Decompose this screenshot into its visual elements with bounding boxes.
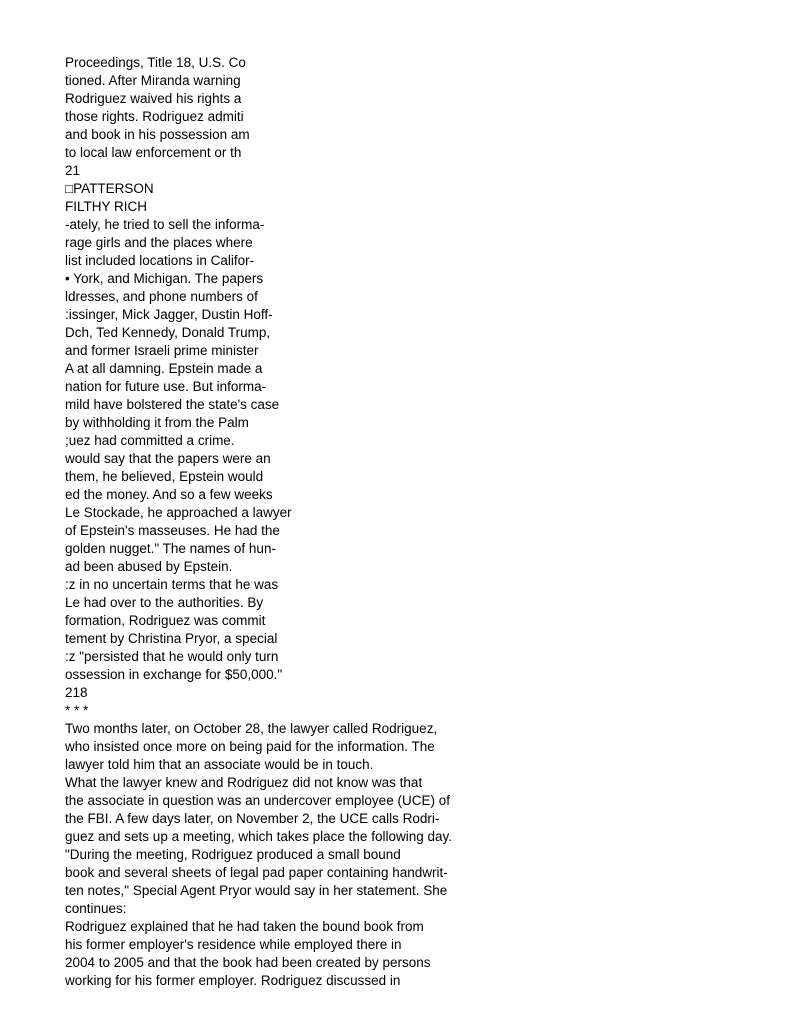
text-line: Le Stockade, he approached a lawyer bbox=[65, 505, 292, 520]
text-column bbox=[65, 54, 755, 990]
text-line: Rodriguez waived his rights a bbox=[65, 91, 242, 106]
text-line: would say that the papers were an bbox=[65, 451, 271, 466]
text-line: golden nugget." The names of hun- bbox=[65, 541, 276, 556]
text-line: the FBI. A few days later, on November 2, the UCE calls Rodri- bbox=[65, 811, 440, 826]
text-line: A at all damning. Epstein made a bbox=[65, 361, 263, 376]
text-line: Proceedings, Title 18, U.S. Co bbox=[65, 55, 246, 70]
text-line: lawyer told him that an associate would be in touch. bbox=[65, 757, 374, 772]
text-line: :z "persisted that he would only turn bbox=[65, 649, 279, 664]
text-line: tement by Christina Pryor, a special bbox=[65, 631, 278, 646]
text-line: ldresses, and phone numbers of bbox=[65, 289, 258, 304]
text-line: What the lawyer knew and Rodriguez did not know was that bbox=[65, 775, 423, 790]
text-line: formation, Rodriguez was commit bbox=[65, 613, 266, 628]
text-line: tioned. After Miranda warning bbox=[65, 73, 241, 88]
text-line: 21 bbox=[65, 163, 81, 178]
text-line: and book in his possession am bbox=[65, 127, 250, 142]
text-line: ten notes," Special Agent Pryor would say in her statement. She bbox=[65, 883, 448, 898]
text-line: ad been abused by Epstein. bbox=[65, 559, 233, 574]
text-line: working for his former employer. Rodriguez discussed in bbox=[65, 973, 401, 988]
text-line: list included locations in Califor- bbox=[65, 253, 255, 268]
text-line: by withholding it from the Palm bbox=[65, 415, 249, 430]
text-line: those rights. Rodriguez admiti bbox=[65, 109, 244, 124]
text-line: ossession in exchange for $50,000." bbox=[65, 667, 283, 682]
text-line: and former Israeli prime minister bbox=[65, 343, 259, 358]
text-line: ed the money. And so a few weeks bbox=[65, 487, 273, 502]
text-line: :z in no uncertain terms that he was bbox=[65, 577, 279, 592]
text-line: FILTHY RICH bbox=[65, 199, 148, 214]
text-line: book and several sheets of legal pad paper containing handwrit- bbox=[65, 865, 448, 880]
text-line: of Epstein's masseuses. He had the bbox=[65, 523, 280, 538]
text-line: nation for future use. But informa- bbox=[65, 379, 267, 394]
text-line: :issinger, Mick Jagger, Dustin Hoff- bbox=[65, 307, 273, 322]
text-line: • York, and Michigan. The papers bbox=[65, 271, 264, 286]
text-line: Rodriguez explained that he had taken the bound book from bbox=[65, 919, 424, 934]
text-line: mild have bolstered the state's case bbox=[65, 397, 280, 412]
text-line: Dch, Ted Kennedy, Donald Trump, bbox=[65, 325, 271, 340]
text-line: his former employer's residence while employed there in bbox=[65, 937, 402, 952]
text-line: 2004 to 2005 and that the book had been created by persons bbox=[65, 955, 431, 970]
text-line: continues: bbox=[65, 901, 127, 916]
text-line: Le had over to the authorities. By bbox=[65, 595, 264, 610]
text-line: "During the meeting, Rodriguez produced a small bound bbox=[65, 847, 401, 862]
text-line: Two months later, on October 28, the lawyer called Rodriguez, bbox=[65, 721, 438, 736]
text-line: to local law enforcement or th bbox=[65, 145, 242, 160]
text-line: guez and sets up a meeting, which takes place the following day. bbox=[65, 829, 452, 844]
text-line: them, he believed, Epstein would bbox=[65, 469, 264, 484]
text-line: ;uez had committed a crime. bbox=[65, 433, 235, 448]
text-line: the associate in question was an undercover employee (UCE) of bbox=[65, 793, 450, 808]
text-line: who insisted once more on being paid for the information. The bbox=[65, 739, 435, 754]
text-line: -ately, he tried to sell the informa- bbox=[65, 217, 265, 232]
text-line: □PATTERSON bbox=[65, 181, 154, 196]
text-line: * * * bbox=[65, 703, 89, 718]
text-line: 218 bbox=[65, 685, 88, 700]
text-line: rage girls and the places where bbox=[65, 235, 253, 250]
